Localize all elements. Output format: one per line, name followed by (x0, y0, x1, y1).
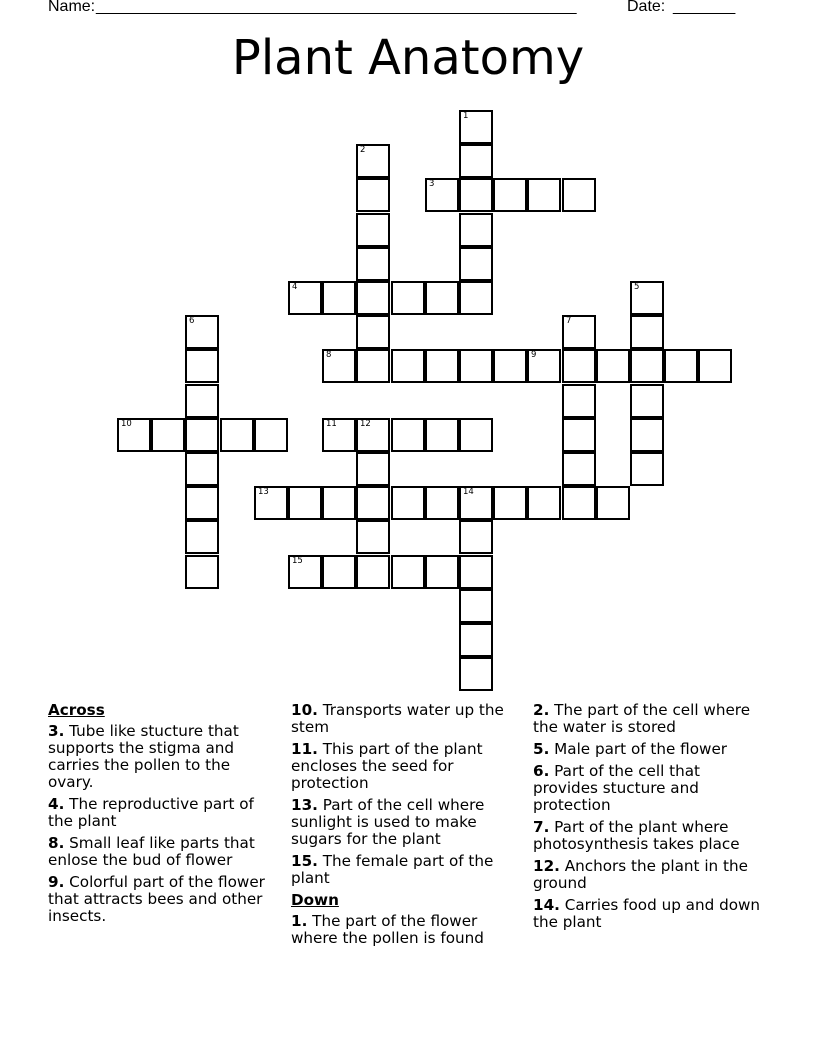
clue-text: Male part of the flower (554, 740, 728, 758)
crossword-cell[interactable] (356, 144, 390, 178)
clue-column-1 (48, 702, 278, 930)
crossword-cell[interactable] (562, 349, 596, 383)
crossword-cell[interactable] (151, 418, 185, 452)
clue-across-10 (291, 702, 521, 736)
crossword-cell[interactable] (356, 555, 390, 589)
crossword-cell[interactable] (493, 349, 527, 383)
crossword-cell[interactable] (493, 486, 527, 520)
crossword-cell[interactable] (391, 555, 425, 589)
clue-text: This part of the plant encloses the seed for protection (291, 740, 483, 792)
crossword-cell[interactable] (459, 555, 493, 589)
crossword-cell[interactable] (425, 418, 459, 452)
crossword-cell[interactable] (185, 384, 219, 418)
clue-number-label: 14 (463, 487, 474, 497)
across-heading: Across (48, 701, 105, 719)
clue-down-12 (533, 858, 763, 892)
worksheet-header (0, 0, 816, 22)
clue-text: The part of the cell where the water is stored (533, 701, 751, 736)
crossword-cell[interactable] (459, 520, 493, 554)
crossword-cell[interactable] (356, 349, 390, 383)
clue-across-15 (291, 853, 521, 887)
crossword-cell[interactable] (391, 281, 425, 315)
clue-text: Transports water up the stem (291, 701, 504, 736)
clue-text: The part of the flower where the pollen is found (291, 912, 484, 947)
crossword-cell[interactable] (425, 281, 459, 315)
crossword-cell[interactable] (391, 349, 425, 383)
crossword-cell[interactable] (425, 486, 459, 520)
crossword-cell[interactable] (459, 623, 493, 657)
crossword-cell[interactable] (459, 178, 493, 212)
crossword-cell[interactable] (698, 349, 732, 383)
crossword-cell[interactable] (425, 555, 459, 589)
crossword-cell[interactable] (391, 418, 425, 452)
crossword-cell[interactable] (459, 144, 493, 178)
clue-number: 4. (48, 795, 65, 813)
crossword-cell[interactable] (630, 452, 664, 486)
clue-number-label: 9 (531, 350, 537, 360)
crossword-cell[interactable] (630, 349, 664, 383)
clue-across-13 (291, 797, 521, 848)
crossword-cell[interactable] (459, 657, 493, 691)
clue-number-label: 1 (463, 111, 469, 121)
clue-down-2 (533, 702, 763, 736)
crossword-cell[interactable] (356, 213, 390, 247)
clue-number: 15. (291, 852, 318, 870)
crossword-cell[interactable] (356, 281, 390, 315)
clue-number: 9. (48, 873, 65, 891)
crossword-cell[interactable] (185, 315, 219, 349)
crossword-cell[interactable] (391, 486, 425, 520)
name-label: Name: (48, 0, 100, 15)
crossword-cell[interactable] (185, 520, 219, 554)
clue-number-label: 6 (189, 316, 195, 326)
clue-down-5 (533, 741, 763, 758)
clue-down-6 (533, 763, 763, 814)
clue-number: 7. (533, 818, 550, 836)
clue-column-3 (533, 702, 763, 936)
crossword-cell[interactable] (356, 315, 390, 349)
crossword-cell[interactable] (562, 452, 596, 486)
crossword-cell[interactable] (356, 452, 390, 486)
crossword-cell[interactable] (185, 418, 219, 452)
clue-text: Small leaf like parts that enlose the bud of flower (48, 834, 255, 869)
clue-number-label: 12 (360, 419, 371, 429)
crossword-cell[interactable] (459, 247, 493, 281)
crossword-cell[interactable] (185, 486, 219, 520)
crossword-cell[interactable] (356, 486, 390, 520)
clue-text: Part of the cell that provides stucture and protection (533, 762, 701, 814)
clue-down-14 (533, 897, 763, 931)
clue-number: 5. (533, 740, 550, 758)
clue-across-11 (291, 741, 521, 792)
crossword-cell[interactable] (630, 418, 664, 452)
crossword-cell[interactable] (322, 349, 356, 383)
crossword-cell[interactable] (527, 486, 561, 520)
crossword-cell[interactable] (459, 349, 493, 383)
crossword-cell[interactable] (459, 589, 493, 623)
crossword-cell[interactable] (630, 384, 664, 418)
date-label: Date: (627, 0, 670, 15)
clue-text: Tube like stucture that supports the stigma and carries the pollen to the ovary. (48, 722, 239, 791)
clue-number-label: 11 (326, 419, 337, 429)
page-title: Plant Anatomy (231, 30, 585, 86)
crossword-cell[interactable] (322, 281, 356, 315)
crossword-cell[interactable] (322, 486, 356, 520)
down-heading: Down (291, 891, 339, 909)
crossword-cell[interactable] (117, 418, 151, 452)
crossword-cell[interactable] (288, 281, 322, 315)
crossword-cell[interactable] (562, 418, 596, 452)
crossword-cell[interactable] (356, 178, 390, 212)
crossword-cell[interactable] (562, 384, 596, 418)
date-blank[interactable]: _______ (673, 0, 736, 15)
crossword-cell[interactable] (527, 349, 561, 383)
crossword-cell[interactable] (527, 178, 561, 212)
clue-text: Part of the cell where sunlight is used to make sugars for the plant (291, 796, 485, 848)
crossword-cell[interactable] (459, 281, 493, 315)
clue-across-8 (48, 835, 278, 869)
crossword-cell[interactable] (322, 418, 356, 452)
clue-text: Part of the plant where photosynthesis takes place (533, 818, 740, 853)
crossword-cell[interactable] (562, 178, 596, 212)
clue-across-4 (48, 796, 278, 830)
crossword-cell[interactable] (254, 418, 288, 452)
crossword-cell[interactable] (596, 349, 630, 383)
crossword-cell[interactable] (185, 349, 219, 383)
clue-number: 3. (48, 722, 65, 740)
crossword-cell[interactable] (356, 247, 390, 281)
crossword-cell[interactable] (596, 486, 630, 520)
clue-number: 1. (291, 912, 308, 930)
clue-number-label: 5 (634, 282, 640, 292)
clue-down-1 (291, 913, 521, 947)
clue-number-label: 15 (292, 556, 303, 566)
crossword-cell[interactable] (254, 486, 288, 520)
clue-number-label: 4 (292, 282, 298, 292)
crossword-cell[interactable] (630, 315, 664, 349)
crossword-cell[interactable] (459, 110, 493, 144)
clue-number: 8. (48, 834, 65, 852)
crossword-cell[interactable] (288, 555, 322, 589)
clue-number: 12. (533, 857, 560, 875)
crossword-cell[interactable] (356, 520, 390, 554)
clue-number-label: 7 (566, 316, 572, 326)
crossword-cell[interactable] (562, 315, 596, 349)
crossword-cell[interactable] (459, 486, 493, 520)
crossword-cell[interactable] (220, 418, 254, 452)
clue-number-label: 2 (360, 145, 366, 155)
crossword-cell[interactable] (562, 486, 596, 520)
crossword-cell[interactable] (356, 418, 390, 452)
clue-number: 11. (291, 740, 318, 758)
clue-number-label: 10 (121, 419, 132, 429)
clue-across-9 (48, 874, 278, 925)
clue-text: Anchors the plant in the ground (533, 857, 748, 892)
crossword-cell[interactable] (425, 349, 459, 383)
clue-number: 6. (533, 762, 550, 780)
clue-number: 2. (533, 701, 550, 719)
crossword-cell[interactable] (288, 486, 322, 520)
clue-number: 14. (533, 896, 560, 914)
name-blank[interactable]: ______________________________________________________ (96, 0, 577, 15)
clue-column-2 (291, 702, 521, 952)
clue-across-3 (48, 723, 278, 791)
crossword-cell[interactable] (630, 281, 664, 315)
clue-text: Colorful part of the flower that attracts bees and other insects. (48, 873, 265, 925)
clue-text: Carries food up and down the plant (533, 896, 761, 931)
crossword-cell[interactable] (664, 349, 698, 383)
crossword-cell[interactable] (185, 555, 219, 589)
clue-number-label: 8 (326, 350, 332, 360)
crossword-cell[interactable] (459, 418, 493, 452)
crossword-cell[interactable] (425, 178, 459, 212)
clue-number-label: 13 (258, 487, 269, 497)
clue-text: The female part of the plant (291, 852, 494, 887)
clue-down-7 (533, 819, 763, 853)
crossword-cell[interactable] (493, 178, 527, 212)
clue-text: The reproductive part of the plant (48, 795, 254, 830)
clue-number-label: 3 (429, 179, 435, 189)
crossword-cell[interactable] (185, 452, 219, 486)
crossword-cell[interactable] (322, 555, 356, 589)
clue-number: 10. (291, 701, 318, 719)
clue-number: 13. (291, 796, 318, 814)
crossword-cell[interactable] (459, 213, 493, 247)
